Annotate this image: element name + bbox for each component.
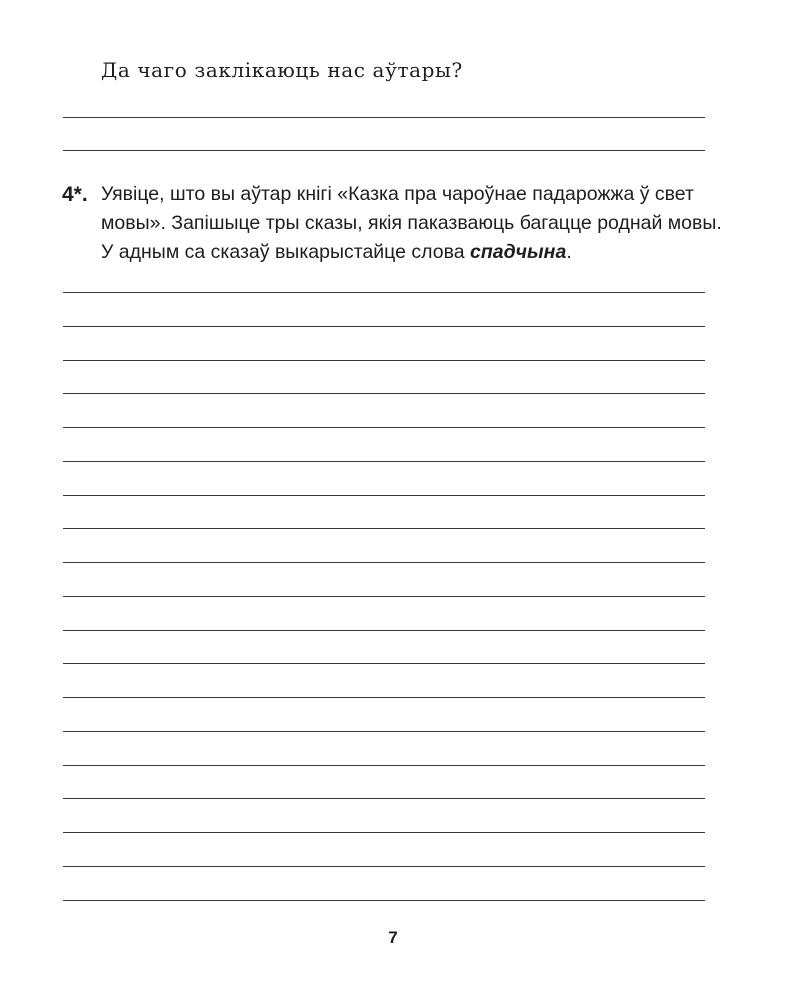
answer-line[interactable] [63, 832, 705, 833]
task-line-1: Уявіце, што вы аўтар кнігі «Казка пра чароўнае падарожжа ў свет [101, 183, 694, 205]
answer-line[interactable] [63, 866, 705, 867]
answer-line[interactable] [63, 765, 705, 766]
answer-line[interactable] [63, 596, 705, 597]
answer-line[interactable] [63, 292, 705, 293]
task-line-3 [101, 238, 711, 267]
task-line-2: мовы». Запішыце тры сказы, якія паказваюць багацце роднай мовы. [101, 212, 722, 234]
answer-line[interactable] [63, 427, 705, 428]
task-keyword: спадчына [470, 241, 567, 263]
answer-line[interactable] [63, 461, 705, 462]
answer-line[interactable] [63, 528, 705, 529]
answer-line[interactable] [63, 562, 705, 563]
answer-line[interactable] [63, 495, 705, 496]
answer-line[interactable] [63, 697, 705, 698]
answer-line[interactable] [63, 150, 705, 151]
answer-line[interactable] [63, 360, 705, 361]
answer-line[interactable] [63, 663, 705, 664]
task-line-3-end: . [566, 241, 572, 263]
answer-line[interactable] [63, 900, 705, 901]
answer-line[interactable] [63, 393, 705, 394]
question-sentence: Да чаго заклікаюць нас аўтары? [101, 58, 463, 82]
answer-line[interactable] [63, 117, 705, 118]
task-line-3-text: У адным са сказаў выкарыстайце слова [101, 241, 470, 263]
answer-line[interactable] [63, 630, 705, 631]
answer-line[interactable] [63, 326, 705, 327]
task-number: 4*. [62, 183, 88, 206]
page-number: 7 [388, 928, 398, 947]
task-instructions [101, 180, 722, 267]
answer-line[interactable] [63, 798, 705, 799]
answer-line[interactable] [63, 731, 705, 732]
